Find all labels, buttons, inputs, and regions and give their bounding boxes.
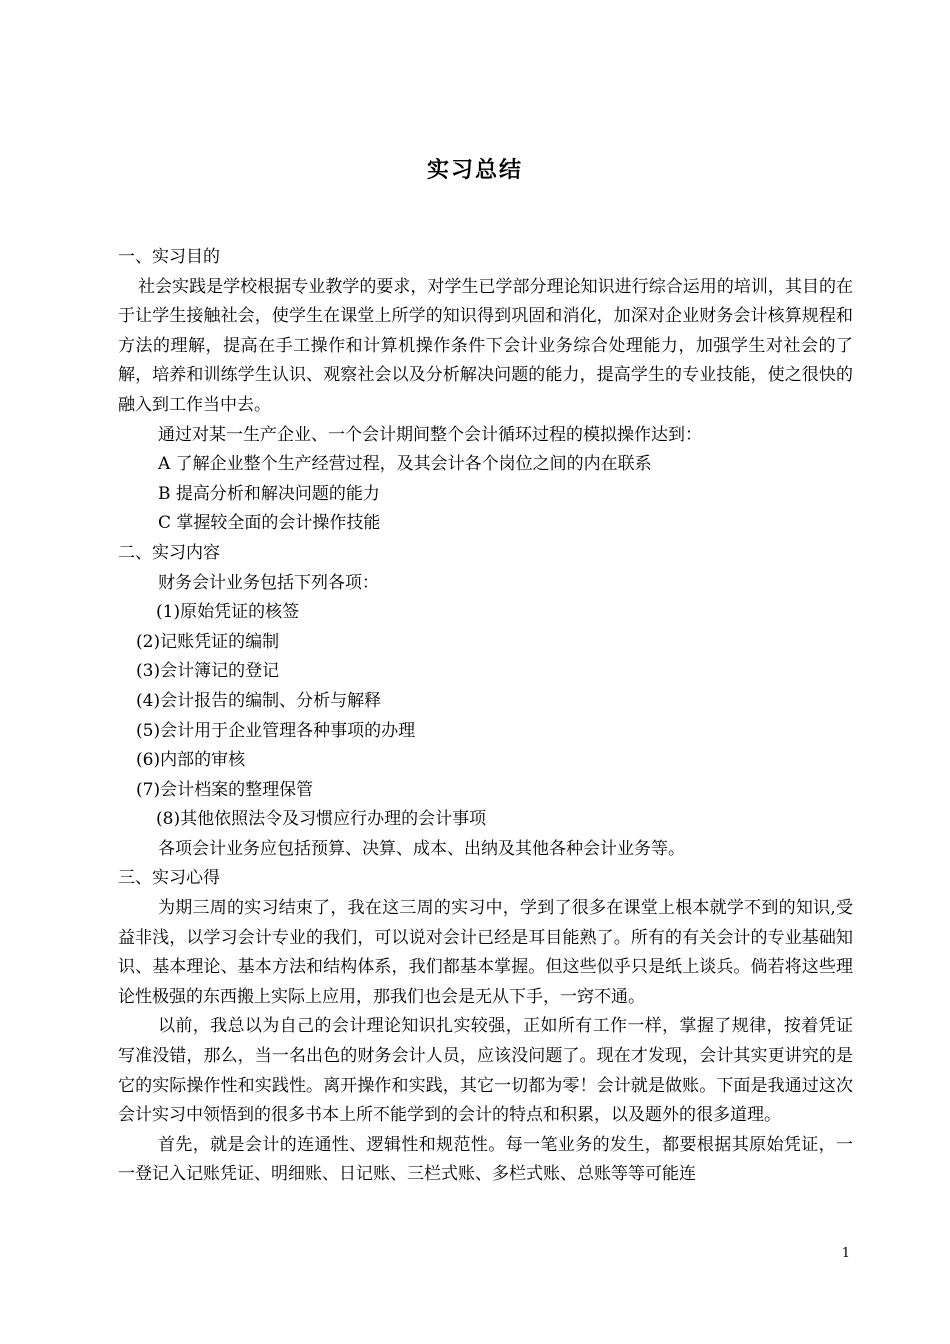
list-item: A 了解企业整个生产经营过程，及其会计各个岗位之间的内在联系 xyxy=(158,454,652,475)
list-item: C 掌握较全面的会计操作技能 xyxy=(158,513,381,534)
list-item: B 提高分析和解决问题的能力 xyxy=(158,483,380,504)
list-item: (1)原始凭证的核签 xyxy=(156,602,300,623)
paragraph: 通过对某一生产企业、一个会计期间整个会计循环过程的模拟操作达到： xyxy=(158,424,702,445)
paragraph: 为期三周的实习结束了，我在这三周的实习中，学到了很多在课堂上根本就学不到的知识,受益非浅，以学习会计专业的我们，可以说对会计已经是耳目能熟了。所有的有关会计的专业基础知识、基本理论、基本方法和结构体系，我们都基本掌握。但这些似乎只是纸上谈兵。倘若将这些理论性极强的东西搬上实际上应用，那我们也会是无从下手，一窍不通。 xyxy=(118,898,853,1007)
paragraph: 首先，就是会计的连通性、逻辑性和规范性。每一笔业务的发生，都要根据其原始凭证，一一登记入记账凭证、明细账、日记账、三栏式账、多栏式账、总账等等可能连 xyxy=(118,1134,853,1185)
list-item: (4)会计报告的编制、分析与解释 xyxy=(136,690,382,711)
section-heading: 二、实习内容 xyxy=(118,542,220,563)
paragraph: 社会实践是学校根据专业教学的要求，对学生已学部分理论知识进行综合运用的培训，其目的在于让学生接触社会，使学生在课堂上所学的知识得到巩固和消化，加深对企业财务会计核算规程和方法的理解，提高在手工操作和计算机操作条件下会计业务综合处理能力，加强学生对社会的了解，培养和训练学生认识、观察社会以及分析解决问题的能力，提高学生的专业技能，使之很快的融入到工作当中去。 xyxy=(118,276,853,415)
document-body xyxy=(118,243,853,1190)
page-title: 实习总结 xyxy=(426,157,523,183)
list-item: (7)会计档案的整理保管 xyxy=(136,779,314,800)
paragraph: 以前，我总以为自己的会计理论知识扎实较强，正如所有工作一样，掌握了规律，按着凭证写准没错，那么，当一名出色的财务会计人员，应该没问题了。现在才发现，会计其实更讲究的是它的实际操作性和实践性。离开操作和实践，其它一切都为零！会计就是做账。下面是我通过这次会计实习中领悟到的很多书本上所不能学到的会计的特点和积累，以及题外的很多道理。 xyxy=(118,1016,853,1126)
section-heading: 三、实习心得 xyxy=(118,868,220,889)
list-item: (5)会计用于企业管理各种事项的办理 xyxy=(136,720,416,741)
section-heading: 一、实习目的 xyxy=(118,247,220,267)
page-number: 1 xyxy=(841,1246,850,1261)
list-item: (8)其他依照法令及习惯应行办理的会计事项 xyxy=(156,809,487,830)
paragraph: 财务会计业务包括下列各项： xyxy=(158,572,379,593)
list-item: (6)内部的审核 xyxy=(136,750,246,771)
list-item: (3)会计簿记的登记 xyxy=(136,661,280,682)
paragraph: 各项会计业务应包括预算、决算、成本、出纳及其他各种会计业务等。 xyxy=(158,838,685,859)
list-item: (2)记账凭证的编制 xyxy=(136,631,280,652)
